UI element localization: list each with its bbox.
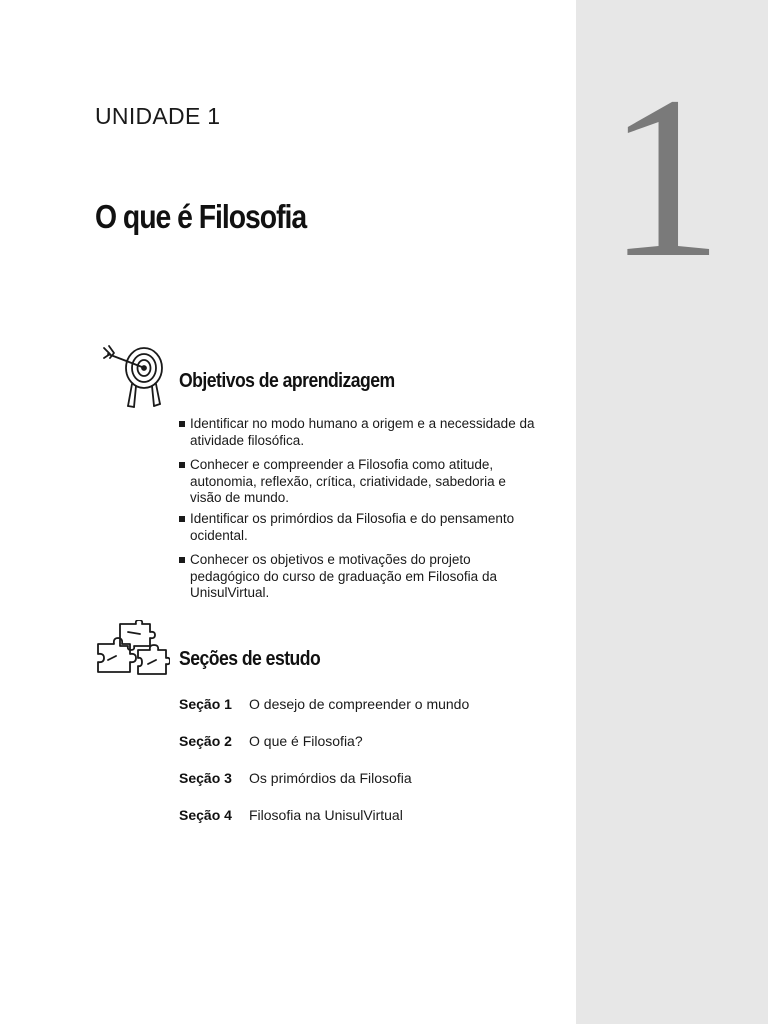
unit-label: UNIDADE 1: [95, 103, 221, 129]
page-title: O que é Filosofia: [95, 198, 307, 235]
objective-item: Conhecer os objetivos e motivações do projeto pedagógico do curso de graduação em Filosofia da UnisulVirtual.: [179, 552, 539, 602]
section-title: Os primórdios da Filosofia: [249, 770, 412, 786]
section-label: Seção 1: [179, 696, 232, 712]
puzzle-pieces-icon: [94, 620, 170, 678]
objective-item: Conhecer e compreender a Filosofia como atitude, autonomia, reflexão, crítica, criatividade, sabedoria e visão de mundo.: [179, 457, 539, 507]
unit-number: 1: [607, 49, 723, 306]
section-title: Filosofia na UnisulVirtual: [249, 807, 403, 823]
target-arrow-icon: [100, 344, 166, 410]
section-title: O que é Filosofia?: [249, 733, 363, 749]
objectives-heading: Objetivos de aprendizagem: [179, 370, 395, 392]
section-label: Seção 3: [179, 770, 232, 786]
section-label: Seção 4: [179, 807, 232, 823]
section-title: O desejo de compreender o mundo: [249, 696, 470, 712]
objective-item: Identificar no modo humano a origem e a necessidade da atividade filosófica.: [179, 416, 539, 449]
section-label: Seção 2: [179, 733, 232, 749]
sections-heading: Seções de estudo: [179, 648, 321, 670]
objectives-list: [179, 416, 539, 602]
objective-item: Identificar os primórdios da Filosofia e do pensamento ocidental.: [179, 511, 539, 544]
